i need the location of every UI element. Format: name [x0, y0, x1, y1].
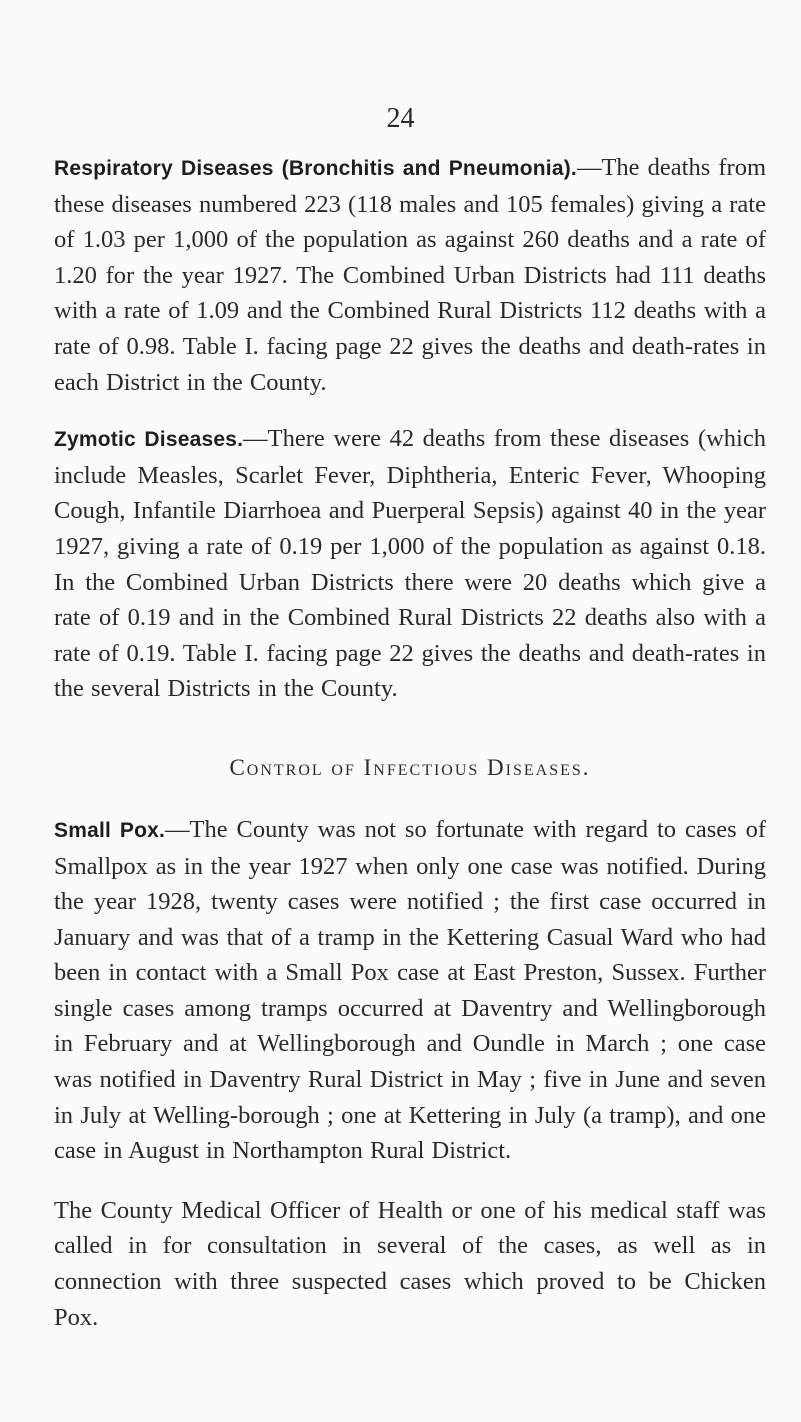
respiratory-diseases-heading: Respiratory Diseases (Bronchitis and Pneumonia). — [54, 157, 577, 180]
respiratory-diseases-text: —The deaths from these diseases numbered 223 (118 males and 105 females) giving a rate of 1.03 per 1,000 of the population as against 260 deaths and a rate of 1.20 for the year 1927. The Combined Urban Districts had 111 deaths with a rate of 1.09 and the Combined Rural Districts 112 deaths with a rate of 0.98. Table I. facing page 22 gives the deaths and death-rates in each District in the County. — [54, 154, 767, 396]
zymotic-diseases-paragraph — [54, 421, 766, 707]
zymotic-diseases-text: —There were 42 deaths from these diseases (which include Measles, Scarlet Fever, Diphtheria, Enteric Fever, Whooping Cough, Infantile Diarrhoea and Puerperal Sepsis) against 40 in the year 1927, giving a rate of 0.19 per 1,000 of the population as against 0.18. In the Combined Urban Districts there were 20 deaths which give a rate of 0.19 and in the Combined Rural Districts 22 deaths also with a rate of 0.19. Table I. facing page 22 gives the deaths and death-rates in the several Districts in the County. — [54, 425, 766, 703]
page-body — [54, 150, 766, 1335]
small-pox-paragraph — [54, 812, 766, 1169]
section-title: Control of Infectious Diseases. — [229, 754, 591, 780]
small-pox-heading: Small Pox. — [54, 818, 166, 842]
zymotic-diseases-heading: Zymotic Diseases. — [54, 428, 244, 452]
small-pox-text: —The County was not so fortunate with regard to cases of Smallpox as in the year 1927 when only one case was notified. During the year 1928, twenty cases were notified ; the first case occurred in January and was that of a tramp in the Kettering Casual Ward who had been in contact with a Small Pox case at East Preston, Sussex. Further single cases among tramps occurred at Daventry and Wellingborough in February and at Wellingborough and Oundle in March ; one case was notified in Daventry Rural District in May ; five in June and seven in July at Welling-borough ; one at Kettering in July (a tramp), and one case in August in Northampton Rural District. — [54, 815, 766, 1165]
respiratory-diseases-paragraph — [54, 150, 766, 400]
page-number: 24 — [386, 103, 415, 134]
medical-officer-paragraph: The County Medical Officer of Health or one of his medical staff was called in for consultation in several of the cases, as well as in connection with three suspected cases which proved to be Chicken Pox. — [54, 1196, 766, 1331]
